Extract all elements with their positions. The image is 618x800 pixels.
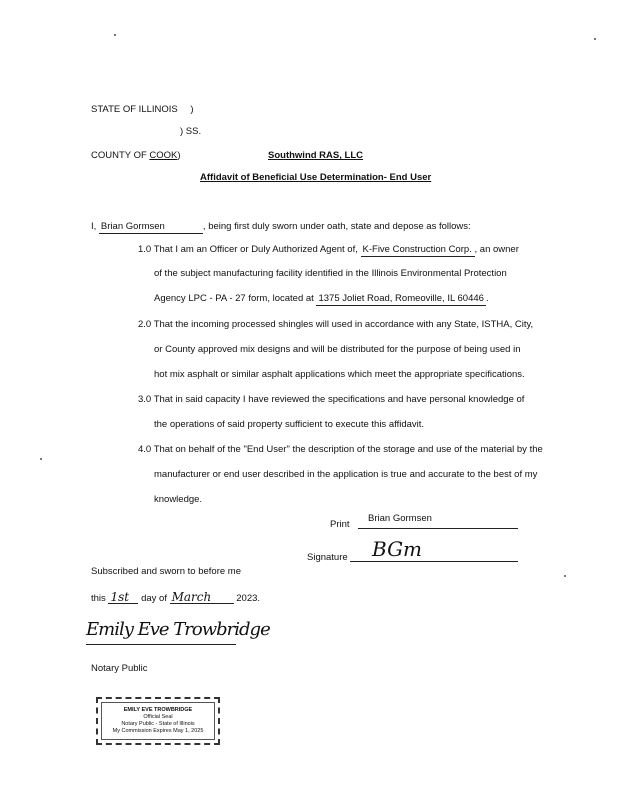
notary-signature-line [86, 644, 236, 645]
date-line: this 1st day of March 2023. [91, 590, 261, 604]
item4-line1: 4.0 That on behalf of the "End User" the description of the storage and use of the material by the [138, 444, 543, 455]
affidavit-title: Affidavit of Beneficial Use Determination- End User [200, 172, 432, 183]
county-name: COOK [149, 150, 178, 161]
scan-speck [40, 458, 42, 460]
seal-expiry: My Commission Expires May 1, 2025 [112, 728, 204, 734]
state-line: STATE OF ILLINOIS ) [91, 104, 194, 115]
print-label: Print [330, 519, 350, 530]
intro-line: I, Brian Gormsen , being first duly sworn under oath, state and depose as follows: [91, 221, 471, 232]
seal-name: EMILY EVE TROWBRIDGE [123, 707, 193, 713]
notary-label: Notary Public [91, 663, 148, 674]
print-line [358, 528, 518, 529]
affiant-name: Brian Gormsen [99, 221, 203, 234]
company-heading: Southwind RAS, LLC [268, 150, 363, 161]
agent-company: K-Five Construction Corp. [361, 244, 475, 257]
signature-label: Signature [307, 552, 348, 563]
item4-line2: manufacturer or end user described in the application is true and accurate to the best of my [154, 469, 538, 480]
day-value: 1st [108, 591, 138, 604]
item1-line2: of the subject manufacturing facility identified in the Illinois Environmental Protection [154, 268, 507, 279]
item2-line3: hot mix asphalt or similar asphalt applications which meet the appropriate specifications. [154, 369, 525, 380]
notary-seal [96, 697, 220, 745]
notary-signature: Emily Eve Trowbridge [86, 619, 270, 640]
scan-speck [564, 575, 566, 577]
item1-line3: Agency LPC - PA - 27 form, located at 1375 Joliet Road, Romeoville, IL 60446 . [154, 293, 489, 304]
county-line: COUNTY OF COOK) [91, 150, 181, 161]
item1-line1: 1.0 That I am an Officer or Duly Authorized Agent of, K-Five Construction Corp. , an owner [138, 244, 519, 255]
affiant-signature: BGm [372, 537, 423, 561]
item4-line3: knowledge. [154, 494, 203, 505]
seal-official: Official Seal [143, 714, 173, 720]
scan-speck [594, 38, 596, 40]
item3-line1: 3.0 That in said capacity I have reviewed the specifications and have personal knowledge of [138, 394, 525, 405]
scan-speck [114, 34, 116, 36]
item2-line2: or County approved mix designs and will be distributed for the purpose of being used in [154, 344, 521, 355]
sworn-text: Subscribed and sworn to before me [91, 566, 241, 577]
print-value: Brian Gormsen [368, 513, 432, 524]
seal-state: Notary Public - State of Illinois [121, 721, 195, 727]
signature-line [350, 561, 518, 562]
facility-address: 1375 Joliet Road, Romeoville, IL 60446 [318, 293, 484, 304]
item3-line2: the operations of said property sufficient to execute this affidavit. [154, 419, 425, 430]
ss-line: ) SS. [180, 126, 202, 137]
item2-line1: 2.0 That the incoming processed shingles will used in accordance with any State, ISTHA, City, [138, 319, 534, 330]
month-value: March [170, 591, 234, 604]
